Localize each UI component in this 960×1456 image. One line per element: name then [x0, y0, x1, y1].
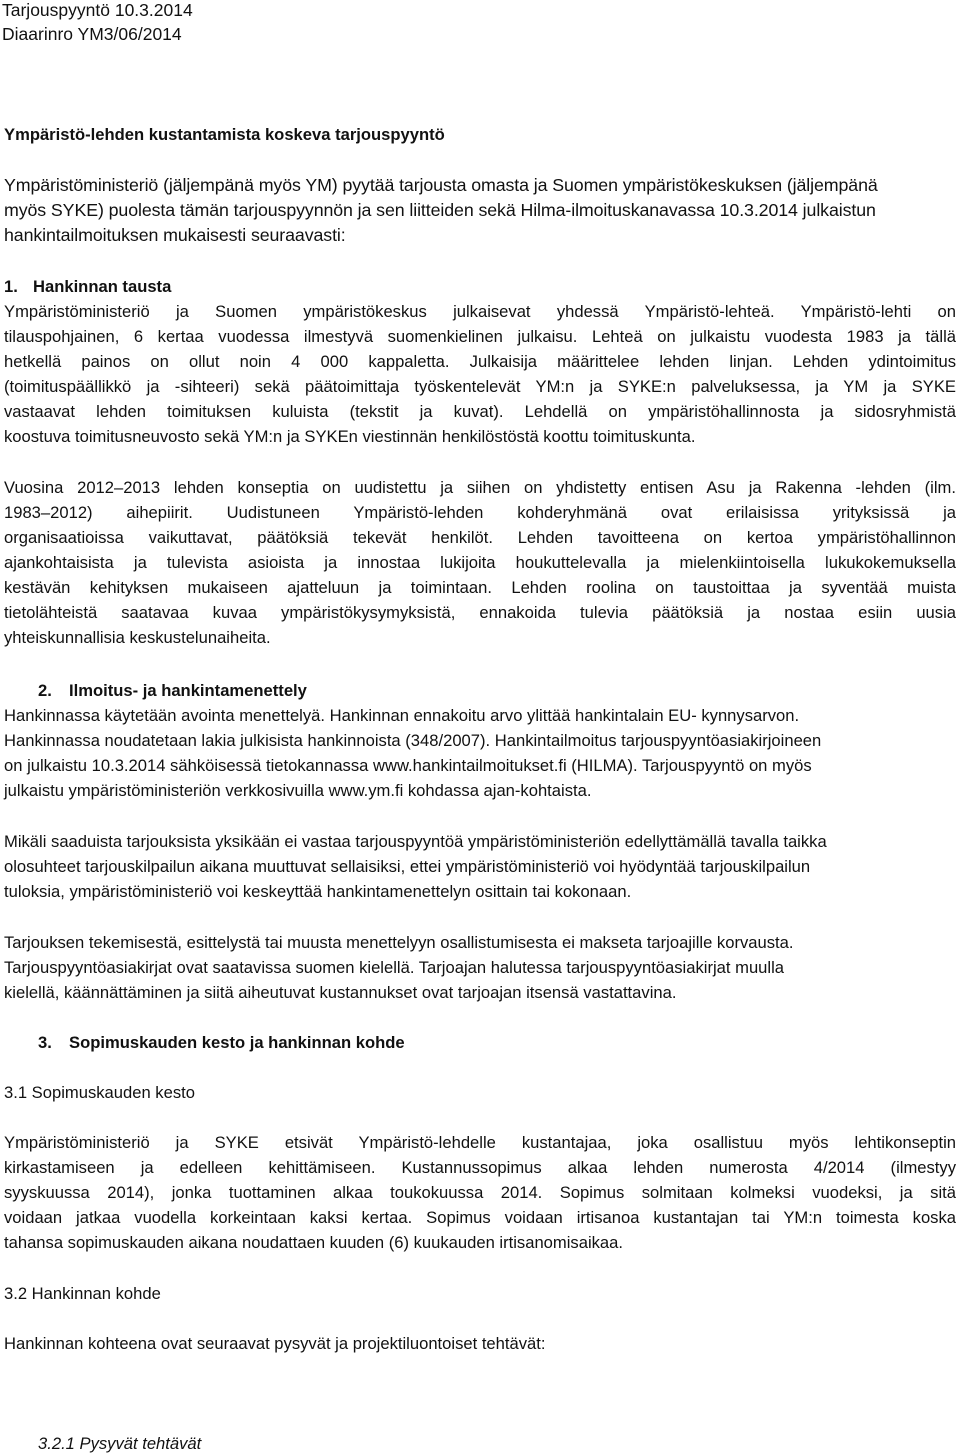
paragraph-line: Ympäristöministeriö ja SYKE etsivät Ympäristö-lehdelle kustantajaa, joka osallistuu myös lehtikonseptin [4, 1133, 956, 1152]
paragraph-line: Ympäristöministeriö ja Suomen ympäristökeskus julkaisevat yhdessä Ympäristö-lehteä. Ympäristö-lehti on [4, 302, 956, 321]
subsection-3-1-title: 3.1 Sopimuskauden kesto [4, 1083, 195, 1102]
document-heading: Ympäristö-lehden kustantamista koskeva tarjouspyyntö [4, 125, 445, 144]
subsection-3-2-1-title: 3.2.1 Pysyvät tehtävät [38, 1434, 202, 1453]
paragraph-line: tahansa sopimuskauden aikana noudattaen kuuden (6) kuukauden irtisanomisaikaa. [4, 1233, 623, 1252]
paragraph-line: myös SYKE) puolesta tämän tarjouspyynnön ja sen liitteiden sekä Hilma-ilmoituskanavassa 10.3.2014 julkaistun [4, 200, 876, 220]
paragraph-line: Hankinnassa käytetään avointa menettelyä. Hankinnan ennakoitu arvo ylittää hankintalain EU- kynnysarvon. [4, 706, 800, 725]
paragraph-line: kestävän kehityksen mukaiseen ajatteluun ja toimintaan. Lehden roolina on taustoittaa ja syventää muista [4, 578, 956, 597]
paragraph-line: 1983–2012) aihepiirit. Uudistuneen Ympäristö-lehden kohderyhmänä ovat erilaisissa yrityksissä ja [4, 503, 956, 522]
paragraph-line: Vuosina 2012–2013 lehden konseptia on uudistettu ja siihen on yhdistetty entisen Asu ja Rakenna -lehden (ilm. [4, 478, 956, 497]
paragraph-line: voidaan jatkaa vuodella korkeintaan kaksi kertaa. Sopimus voidaan irtisanoa kustantajan tai YM:n toimesta koska [4, 1208, 956, 1227]
paragraph-line: olosuhteet tarjouskilpailun aikana muuttuvat sellaisiksi, ettei ympäristöministeriö voi hyödyntää tarjouskilpailun [4, 857, 811, 876]
section-2-title: Ilmoitus- ja hankintamenettely [69, 681, 307, 700]
section-1-number: 1. [4, 277, 18, 296]
section-1-title: Hankinnan tausta [33, 277, 172, 296]
paragraph-line: Hankinnassa noudatetaan lakia julkisista hankinnoista (348/2007). Hankintailmoitus tarjouspyyntöasiakirjoineen [4, 731, 822, 750]
subsection-3-2-title: 3.2 Hankinnan kohde [4, 1284, 161, 1303]
section-2-number: 2. [38, 681, 52, 700]
paragraph-line: tuloksia, ympäristöministeriö voi keskeyttää hankintamenettelyn osittain tai kokonaan. [4, 882, 632, 901]
paragraph-line: kielellä, käännättäminen ja siitä aiheutuvat kustannukset ovat tarjoajan itsensä vastattavina. [4, 983, 677, 1002]
paragraph-line: tilauspohjainen, 6 kertaa vuodessa ilmestyvä suomenkielinen julkaisu. Lehteä on julkaistu vuodesta 1983 ja tällä [4, 327, 956, 346]
paragraph-line: syyskuussa 2014), jonka tuottaminen alkaa toukokuussa 2014. Sopimus solmitaan kolmeksi vuodeksi, ja sitä [4, 1183, 956, 1202]
paragraph-line: organisaatioissa vaikuttavat, päätöksiä tekevät henkilöt. Lehden tavoitteena on kertoa ympäristöhallinnon [4, 528, 956, 547]
paragraph-line: vastaavat lehden toimituksen kuluista (tekstit ja kuvat). Lehdellä on ympäristöhallinnosta ja sidosryhmistä [4, 402, 956, 421]
section-3-number: 3. [38, 1033, 52, 1052]
paragraph-line: julkaistu ympäristöministeriön verkkosivuilla www.ym.fi kohdassa ajan-kohtaista. [4, 781, 592, 800]
paragraph-line: Tarjouspyyntöasiakirjat ovat saatavissa suomen kielellä. Tarjoajan halutessa tarjouspyyntöasiakirjat muulla [4, 958, 785, 977]
paragraph-line: tietolähteistä saatavaa kuvaa ympäristökysymyksistä, ennakoida tulevia päätöksiä ja nostaa esiin uusia [4, 603, 956, 622]
paragraph-line: Ympäristöministeriö (jäljempänä myös YM) pyytää tarjousta omasta ja Suomen ympäristökeskuksen (jäljempänä [4, 175, 878, 195]
paragraph-line: Tarjouksen tekemisestä, esittelystä tai muusta menettelyyn osallistumisesta ei makseta tarjoajille korvausta. [4, 933, 794, 952]
paragraph-line: yhteiskunnallisia keskustelunaiheita. [4, 628, 271, 647]
subsection-3-2-paragraph: Hankinnan kohteena ovat seuraavat pysyvät ja projektiluontoiset tehtävät: [4, 1334, 546, 1353]
paragraph-line: (toimituspäällikkö ja -sihteeri) sekä päätoimittaja työskentelevät YM:n ja SYKE:n palveluksessa, ja YM ja SYKE [4, 377, 956, 396]
document-date-title: Tarjouspyyntö 10.3.2014 [2, 0, 193, 20]
paragraph-line: kirkastamiseen ja edelleen kehittämiseen. Kustannussopimus alkaa lehden numerosta 4/2014 (ilmestyy [4, 1158, 956, 1177]
paragraph-line: koostuva toimitusneuvosto sekä YM:n ja SYKEn viestinnän henkilöstöstä koottu toimituskunta. [4, 427, 696, 446]
paragraph-line: Mikäli saaduista tarjouksista yksikään ei vastaa tarjouspyyntöä ympäristöministeriön edellyttämällä tavalla taikka [4, 832, 827, 851]
paragraph-line: hetkellä painos on ollut noin 4 000 kappaletta. Julkaisija määrittelee lehden linjan. Lehden ydintoimitus [4, 352, 956, 371]
section-3-title: Sopimuskauden kesto ja hankinnan kohde [69, 1033, 405, 1052]
paragraph-line: hankintailmoituksen mukaisesti seuraavasti: [4, 225, 346, 245]
paragraph-line: ajankohtaisista ja tulevista asioista ja innostaa lukijoita houkuttelevalla ja mielenkiintoisella lukukokemuksella [4, 553, 956, 572]
document-reference-number: Diaarinro YM3/06/2014 [2, 24, 182, 44]
paragraph-line: on julkaistu 10.3.2014 sähköisessä tietokannassa www.hankintailmoitukset.fi (HILMA). Tarjouspyyntö on myös [4, 756, 812, 775]
